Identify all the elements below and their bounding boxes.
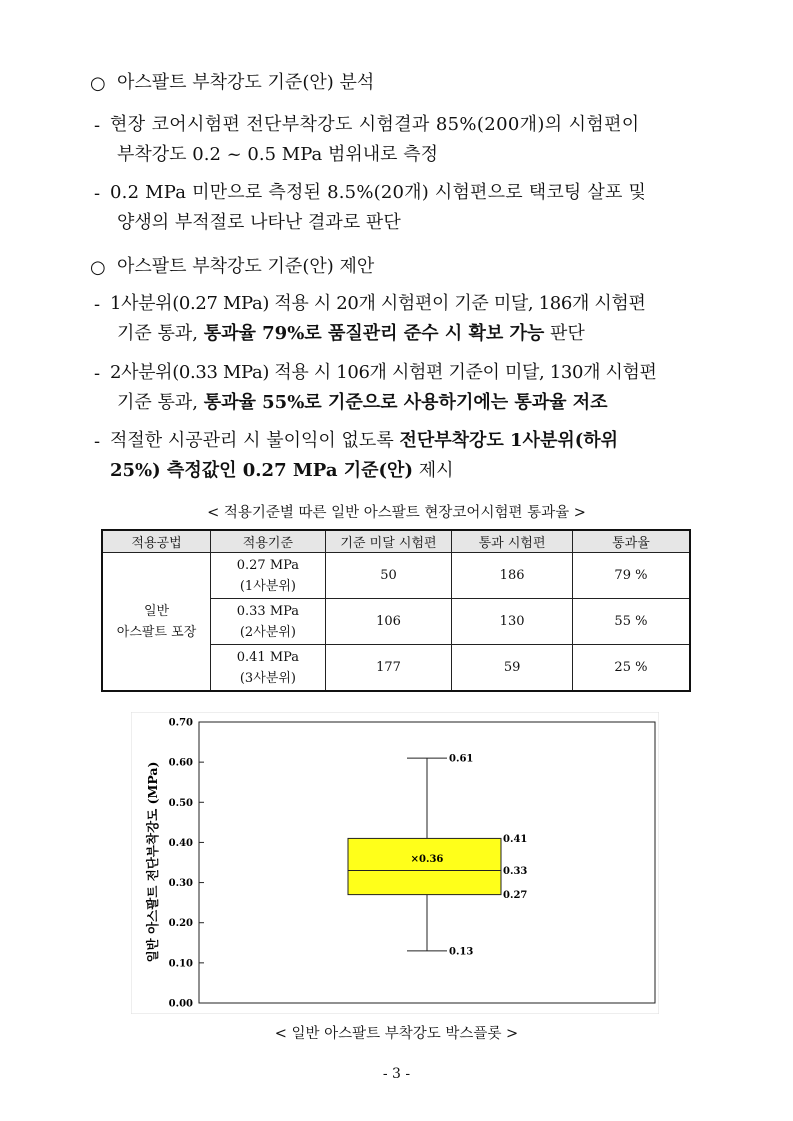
y-tick-label: 0.60 <box>168 757 193 769</box>
proposal-item-3-bold: 전단부착강도 1사분위(하위 <box>399 430 619 451</box>
circle-bullet-icon: ○ <box>90 257 106 278</box>
y-axis-label: 일반 아스팔트 전단부착강도 (MPa) <box>145 761 160 963</box>
y-tick-label: 0.70 <box>168 717 193 729</box>
proposal-item-3-bold-2: 25%) 측정값인 0.27 MPa 기준(안) <box>110 460 413 481</box>
criterion-cell <box>211 645 326 692</box>
criterion-cell <box>211 553 326 599</box>
proposal-item-2-line-1: 2사분위(0.33 MPa) 적용 시 106개 시험편 기준이 미달, 130개 시험편 <box>110 362 657 383</box>
analysis-item-2-line-1: 0.2 MPa 미만으로 측정된 8.5%(20개) 시험편으로 택코팅 살포 및 <box>110 182 647 203</box>
method-line-1: 일반 <box>143 603 170 619</box>
pass-cell: 130 <box>452 599 573 645</box>
criterion-value: 0.41 MPa <box>236 649 300 665</box>
analysis-item-1-line-1: 현장 코어시험편 전단부착강도 시험결과 85%(200개)의 시험편이 <box>110 114 640 135</box>
pass-cell: 186 <box>452 553 573 599</box>
proposal-item-1-line-2 <box>117 321 585 347</box>
max-label: 0.61 <box>449 753 474 765</box>
proposal-item-1-text: 기준 통과, <box>117 323 204 344</box>
criterion-cell <box>211 599 326 645</box>
header-criterion: 적용기준 <box>211 530 326 553</box>
criterion-quartile: (2사분위) <box>239 624 296 640</box>
analysis-heading: 아스팔트 부착강도 기준(안) 분석 <box>117 72 375 93</box>
q3-label: 0.41 <box>503 833 528 845</box>
proposal-item-3-text: 적절한 시공관리 시 불이익이 없도록 <box>110 430 400 451</box>
method-cell <box>102 553 211 692</box>
boxplot-chart <box>131 712 659 1014</box>
proposal-item-3-line-1 <box>110 428 618 454</box>
iqr-box <box>348 838 501 894</box>
proposal-item-1-tail: 판단 <box>544 323 585 344</box>
rate-cell: 55 % <box>572 599 690 645</box>
header-fail: 기준 미달 시험편 <box>325 530 452 553</box>
rate-cell: 25 % <box>572 645 690 692</box>
y-tick-label: 0.20 <box>168 918 193 930</box>
criterion-quartile: (1사분위) <box>239 578 296 594</box>
q1-label: 0.27 <box>503 890 528 902</box>
page-number: - 3 - <box>382 1066 411 1082</box>
analysis-item-1-line-2: 부착강도 0.2 ~ 0.5 MPa 범위내로 측정 <box>117 144 439 165</box>
dash-bullet-icon: - <box>94 431 101 452</box>
pass-rate-table <box>101 529 691 692</box>
table-row <box>102 553 690 599</box>
proposal-item-1-bold: 통과율 79%로 품질관리 준수 시 확보 가능 <box>203 323 545 344</box>
fail-cell: 50 <box>325 553 452 599</box>
method-line-2: 아스팔트 포장 <box>116 624 197 640</box>
proposal-item-2-bold: 통과율 55%로 기준으로 사용하기에는 통과율 저조 <box>203 392 608 413</box>
criterion-value: 0.27 MPa <box>236 557 300 573</box>
rate-cell: 79 % <box>572 553 690 599</box>
y-tick-label: 0.40 <box>168 837 193 849</box>
fail-cell: 177 <box>325 645 452 692</box>
dash-bullet-icon: - <box>94 183 101 204</box>
table-header-row <box>102 530 690 553</box>
chart-caption: < 일반 아스팔트 부착강도 박스플롯 > <box>274 1026 519 1042</box>
proposal-item-1-line-1: 1사분위(0.27 MPa) 적용 시 20개 시험편이 기준 미달, 186개 시험편 <box>110 293 646 314</box>
proposal-item-3-tail: 제시 <box>412 460 454 481</box>
header-method: 적용공법 <box>102 530 211 553</box>
y-tick-label: 0.10 <box>168 958 193 970</box>
proposal-item-3-line-2 <box>110 458 453 484</box>
min-label: 0.13 <box>449 946 474 958</box>
mean-label: ×0.36 <box>410 853 444 865</box>
pass-cell: 59 <box>452 645 573 692</box>
criterion-quartile: (3사분위) <box>239 670 296 686</box>
y-tick-label: 0.00 <box>168 998 193 1010</box>
proposal-item-2-text: 기준 통과, <box>117 392 204 413</box>
fail-cell: 106 <box>325 599 452 645</box>
criterion-value: 0.33 MPa <box>236 603 300 619</box>
analysis-item-2-line-2: 양생의 부적절로 나타난 결과로 판단 <box>117 212 401 233</box>
header-pass: 통과 시험편 <box>452 530 573 553</box>
y-tick-label: 0.50 <box>168 797 193 809</box>
proposal-heading: 아스팔트 부착강도 기준(안) 제안 <box>117 256 375 277</box>
dash-bullet-icon: - <box>94 363 101 384</box>
proposal-item-2-line-2 <box>117 390 608 416</box>
y-tick-label: 0.30 <box>168 878 193 890</box>
table-caption: < 적용기준별 따른 일반 아스팔트 현장코어시험편 통과율 > <box>207 505 586 521</box>
circle-bullet-icon: ○ <box>90 73 106 94</box>
boxplot-svg <box>131 712 659 1014</box>
median-label: 0.33 <box>503 866 528 878</box>
dash-bullet-icon: - <box>94 294 101 315</box>
dash-bullet-icon: - <box>94 115 101 136</box>
header-rate: 통과율 <box>572 530 690 553</box>
